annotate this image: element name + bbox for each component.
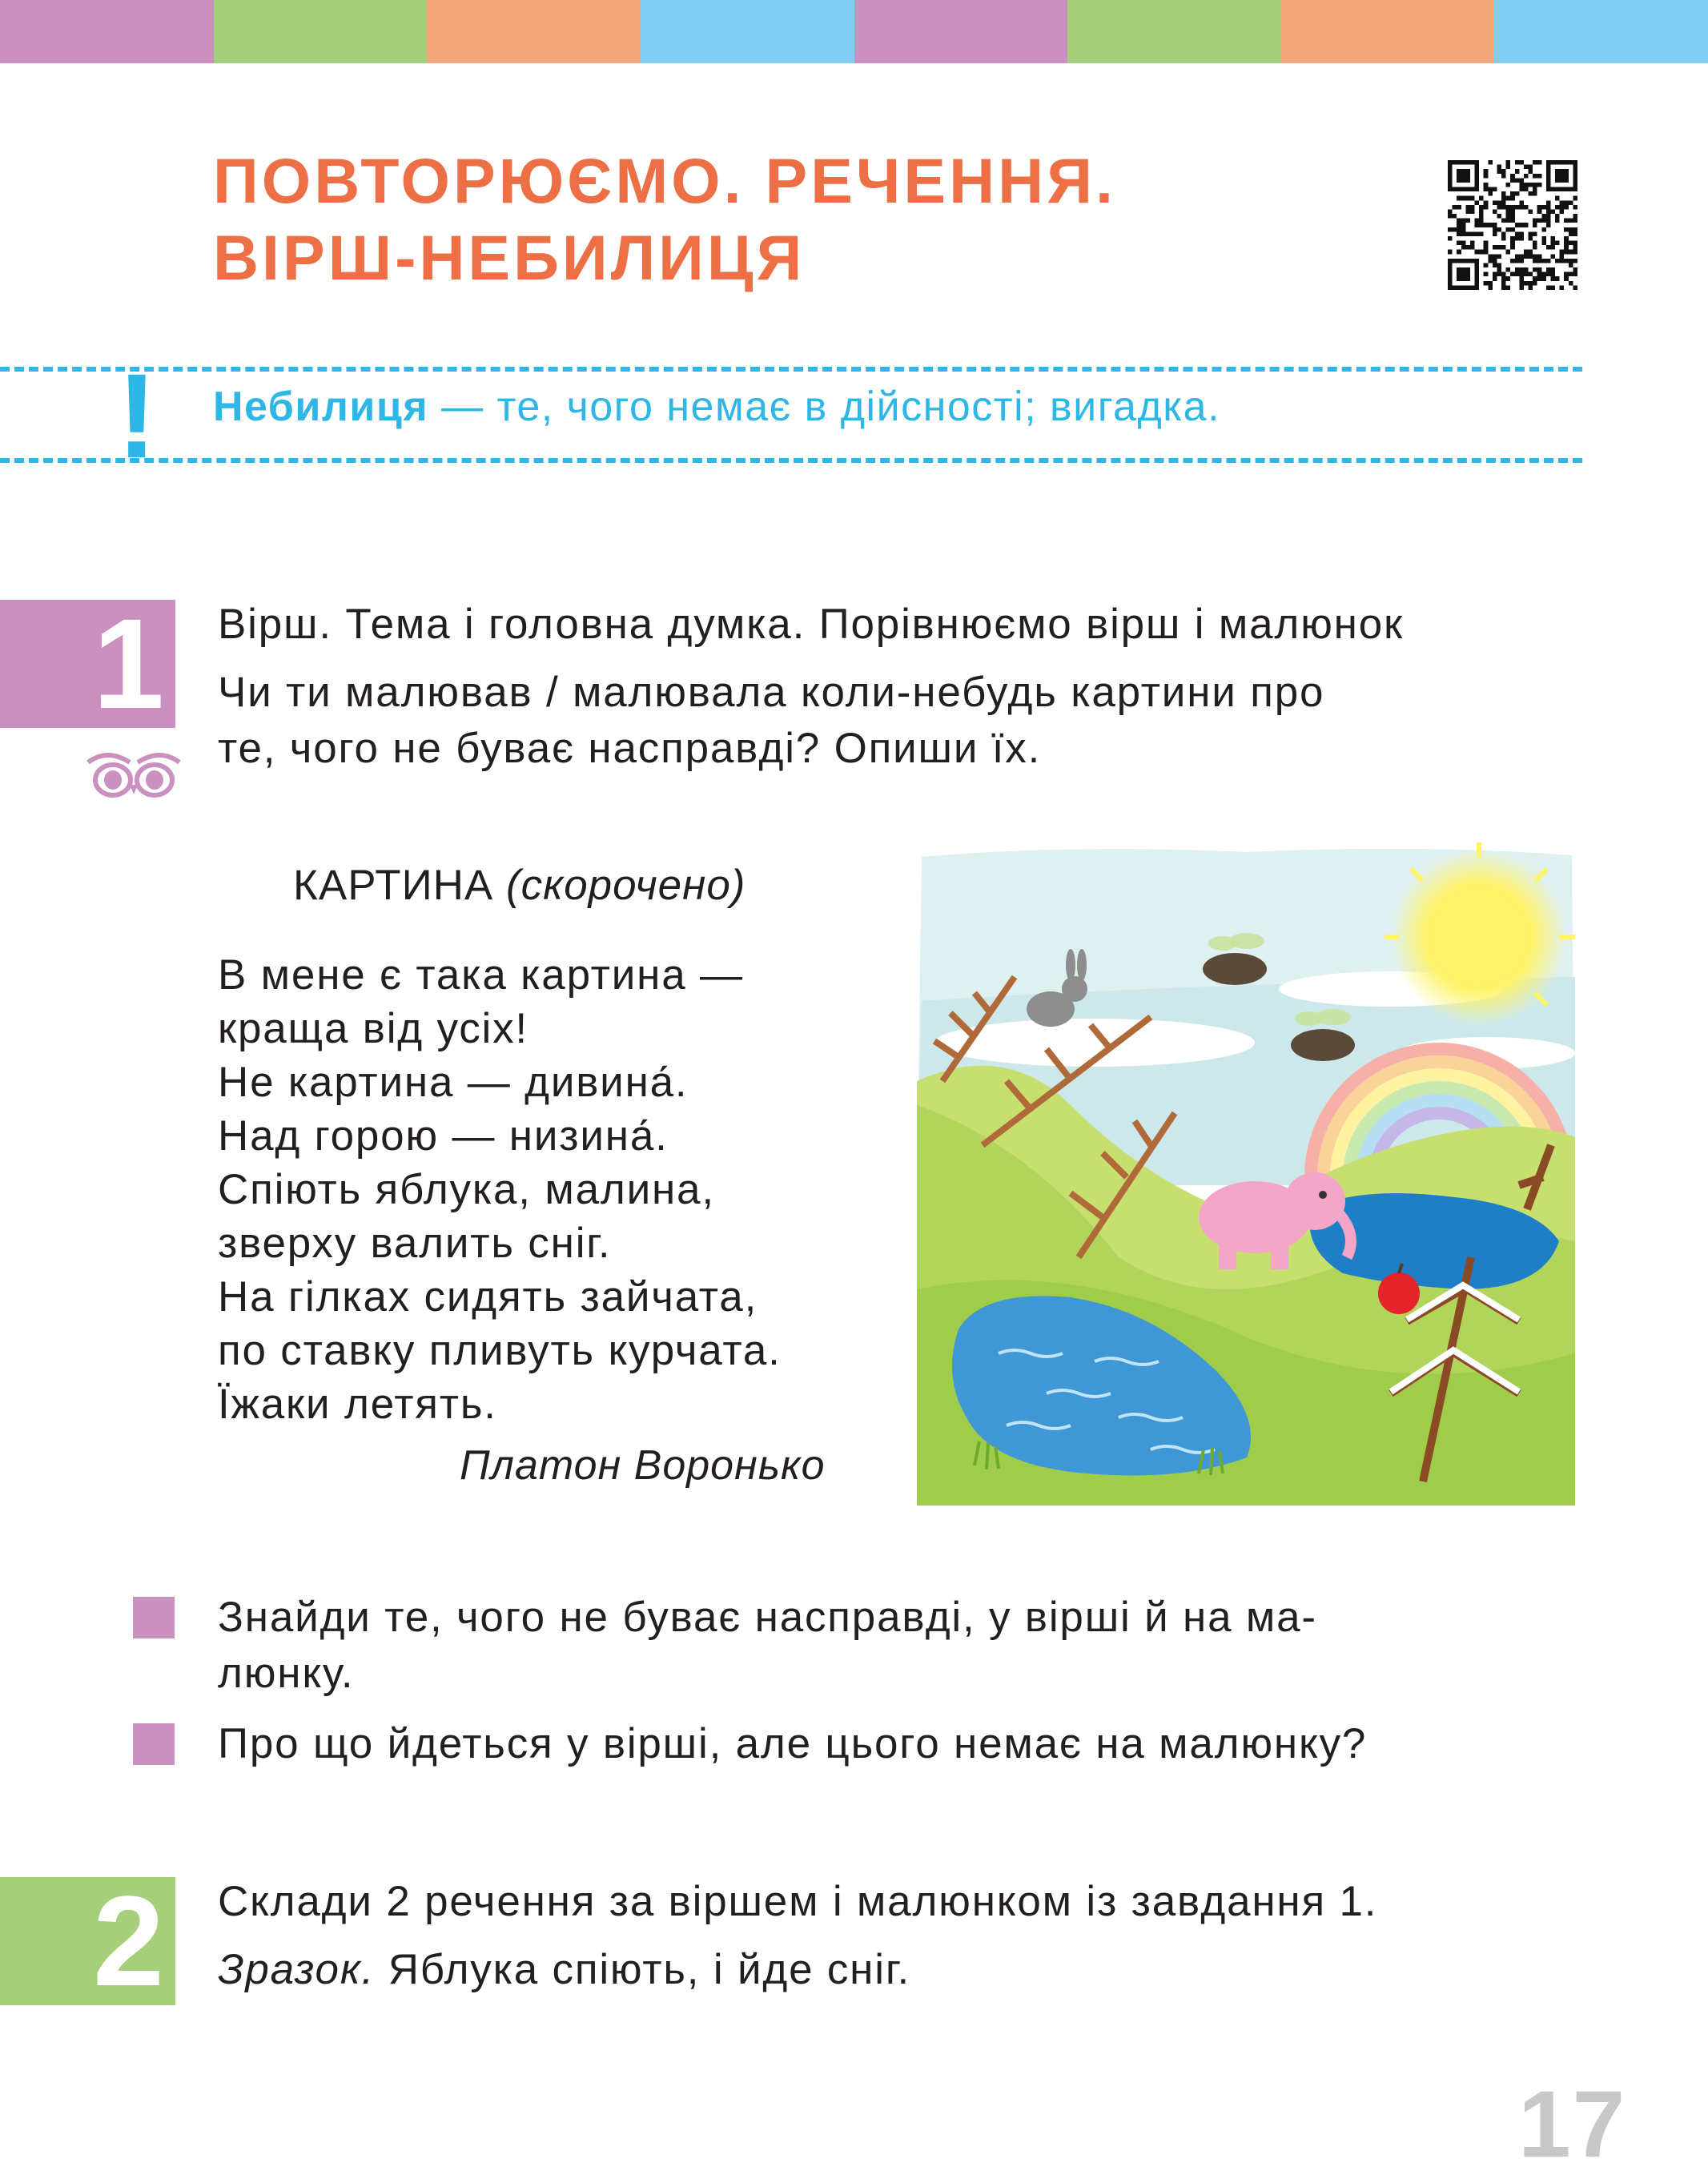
stripe-segment <box>641 0 854 63</box>
stripe-segment <box>1281 0 1495 63</box>
task-1-number: 1 <box>93 592 164 735</box>
task-1-question-line: те, чого не буває насправді? Опиши їх. <box>218 725 1042 772</box>
page-title-line-1: ПОВТОРЮЄМО. РЕЧЕННЯ. <box>213 145 1116 216</box>
poem-author: Платон Воронько <box>460 1442 826 1489</box>
poem-line: В мене є така картина — <box>218 951 744 999</box>
stripe-segment <box>854 0 1068 63</box>
flying-hedgehog <box>1291 1009 1355 1061</box>
task-2-heading: Склади 2 речення за віршем і малюнком із завдання 1. <box>218 1878 1378 1925</box>
task-2-example <box>218 1942 910 1998</box>
definition-bottom-dashed-line <box>0 458 1582 463</box>
poem-title-text: КАРТИНА <box>293 862 494 909</box>
stripe-segment <box>214 0 428 63</box>
poem-line: Над горою — низина́. <box>218 1112 669 1160</box>
definition-body: — те, чого немає в дійсності; вигадка. <box>428 384 1221 430</box>
poem-line: Спіють яблука, малина, <box>218 1166 715 1213</box>
task-2-example-text: Яблука спіють, і йде сніг. <box>375 1946 911 1993</box>
stripe-segment <box>0 0 214 63</box>
stripe-segment <box>1067 0 1281 63</box>
poem-title <box>293 861 745 910</box>
page-title-line-2: ВІРШ-НЕБИЛИЦЯ <box>213 222 806 293</box>
poem-line: Не картина — дивина́. <box>218 1059 689 1106</box>
page-title <box>213 143 1374 296</box>
flying-hedgehog <box>1203 933 1267 985</box>
question-line: Знайди те, чого не буває насправді, у вірші й на ма- <box>218 1594 1317 1641</box>
definition-text <box>213 383 1220 431</box>
exclamation-icon: ! <box>117 348 157 483</box>
question-line: люнку. <box>218 1650 355 1697</box>
task-1-question <box>218 665 1324 777</box>
task-2-number-badge <box>0 1869 175 2012</box>
poem-line: краща від усіх! <box>218 1005 528 1052</box>
poem-body <box>218 948 782 1431</box>
question-missing-in-picture: Про що йдеться у вірші, але цього немає на малюнку? <box>218 1720 1368 1767</box>
poem-title-note: (скорочено) <box>506 862 746 909</box>
stripe-segment <box>427 0 641 63</box>
owl-eyes-icon <box>83 745 184 801</box>
apple <box>1378 1272 1420 1314</box>
task-2-example-label: Зразок. <box>218 1946 376 1993</box>
task-2-number: 2 <box>93 1869 164 2012</box>
top-color-stripe <box>0 0 1708 63</box>
page-number: 17 <box>1518 2072 1627 2177</box>
question-find-unreal <box>218 1590 1317 1702</box>
illustration-fantasy-landscape <box>910 841 1580 1514</box>
poem-line: по ставку пливуть курчата. <box>218 1327 782 1374</box>
task-1-heading: Вірш. Тема і головна думка. Порівнюємо вірш і малюнок <box>218 601 1404 648</box>
stripe-segment <box>1494 0 1708 63</box>
definition-top-dashed-line <box>0 367 1582 372</box>
task-1-question-line: Чи ти малював / малювала коли-небудь картини про <box>218 669 1325 716</box>
question-bullet <box>133 1723 175 1765</box>
poem-line: Їжаки летять. <box>218 1381 497 1428</box>
task-1-number-badge <box>0 592 175 735</box>
qr-code-icon[interactable] <box>1448 160 1577 290</box>
poem-line: зверху валить сніг. <box>218 1220 612 1267</box>
question-bullet <box>133 1597 175 1638</box>
definition-term: Небилиця <box>213 384 429 430</box>
poem-line: На гілках сидять зайчата, <box>218 1273 758 1321</box>
